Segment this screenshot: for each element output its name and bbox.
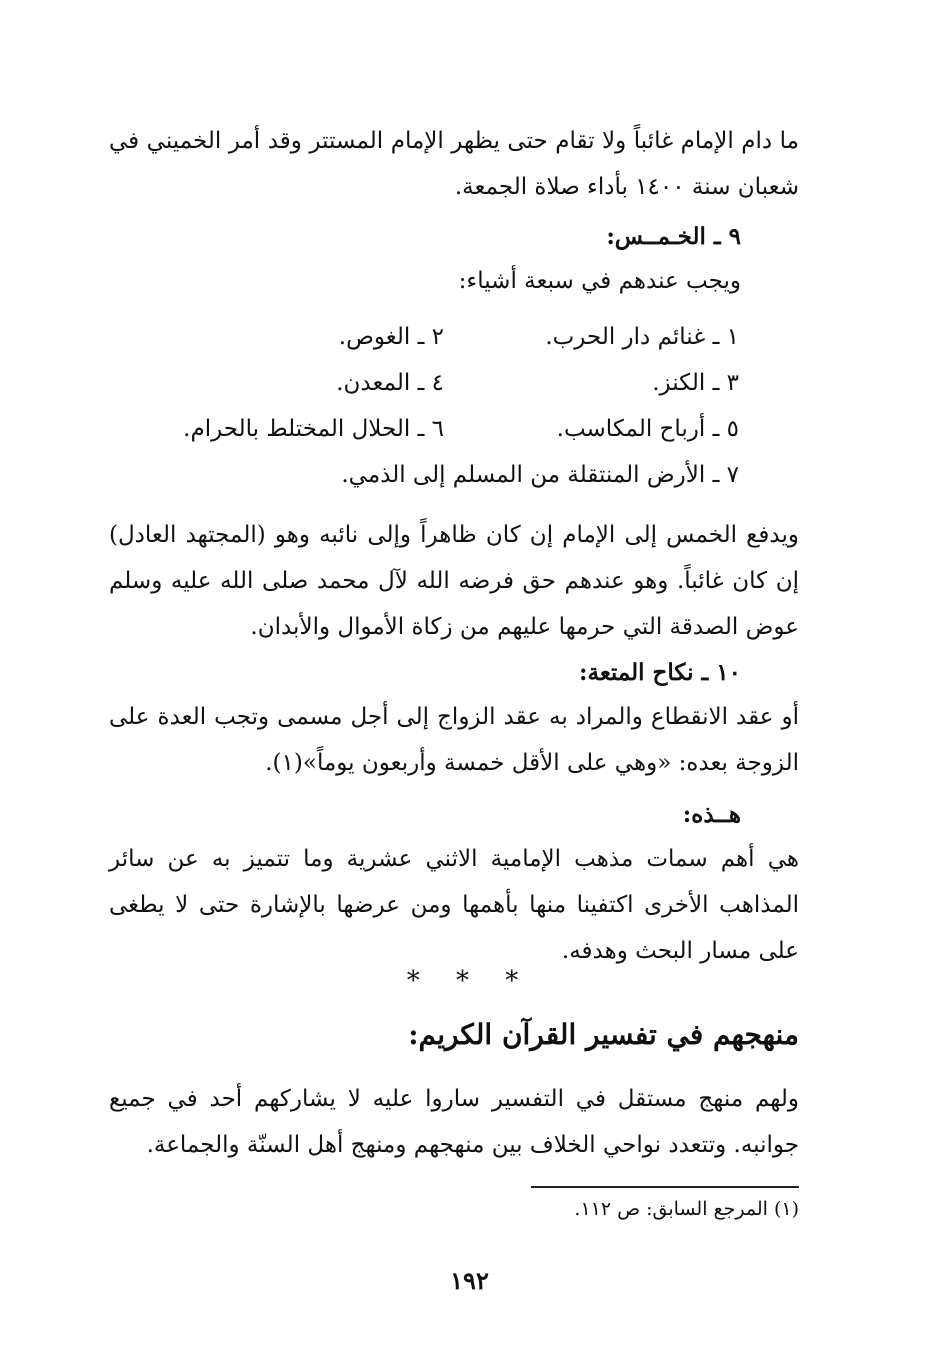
intro-paragraph: ما دام الإمام غائباً ولا تقام حتى يظهر الإمام المستتر وقد أمر الخميني في شعبان سنة ١٤٠٠ بأداء صلاة الجمعة. (109, 128, 799, 200)
summary-heading: هــذه: (682, 801, 741, 828)
khums-item-5: ٥ ـ أرباح المكاسب. (556, 416, 739, 442)
section-paragraph: ولهم منهج مستقل في التفسير ساروا عليه لا يشاركهم أحد في جميع جوانبه. وتتعدد نواحي الخلاف بين منهجهم ومنهج أهل السنّة والجماعة. (109, 1086, 799, 1158)
khums-item-7: ٧ ـ الأرض المنتقلة من المسلم إلى الذمي. (341, 462, 739, 488)
khums-item-2: ٢ ـ الغوص. (338, 324, 444, 350)
khums-heading: ٩ ـ الخـمــس: (606, 223, 741, 250)
khums-item-3: ٣ ـ الكنز. (652, 370, 739, 396)
section-heading: منهجهم في تفسير القرآن الكريم: (408, 1018, 799, 1051)
khums-intro: ويجب عندهم في سبعة أشياء: (458, 268, 741, 294)
summary-paragraph: هي أهم سمات مذهب الإمامية الاثني عشرية وما تتميز به عن سائر المذاهب الأخرى اكتفينا منها بأهمها ومن عرضها بالإشارة حتى لا يطغى على مسار البحث وهدفه. (109, 846, 799, 964)
khums-item-4: ٤ ـ المعدن. (336, 370, 444, 396)
footnote-divider (531, 1186, 799, 1188)
page-number: ١٩٢ (450, 1266, 489, 1295)
khums-paragraph: ويدفع الخمس إلى الإمام إن كان ظاهراً وإلى نائبه وهو (المجتهد العادل) إن كان غائباً. وهو عندهم حق فرضه الله لآل محمد صلى الله عليه وسلم عوض الصدقة التي حرمها عليهم من زكاة الأموال والأبدان. (109, 522, 799, 640)
mutah-heading: ١٠ ـ نكاح المتعة: (579, 659, 741, 686)
khums-item-6: ٦ ـ الحلال المختلط بالحرام. (183, 416, 444, 442)
footnote: (١) المرجع السابق: ص ١١٢. (574, 1198, 799, 1220)
khums-item-1: ١ ـ غنائم دار الحرب. (545, 324, 739, 350)
mutah-paragraph: أو عقد الانقطاع والمراد به عقد الزواج إلى أجل مسمى وتجب العدة على الزوجة بعده: «وهي على الأقل خمسة وأربعون يوماً»(١). (109, 704, 799, 776)
section-separator: * * * (406, 966, 533, 996)
